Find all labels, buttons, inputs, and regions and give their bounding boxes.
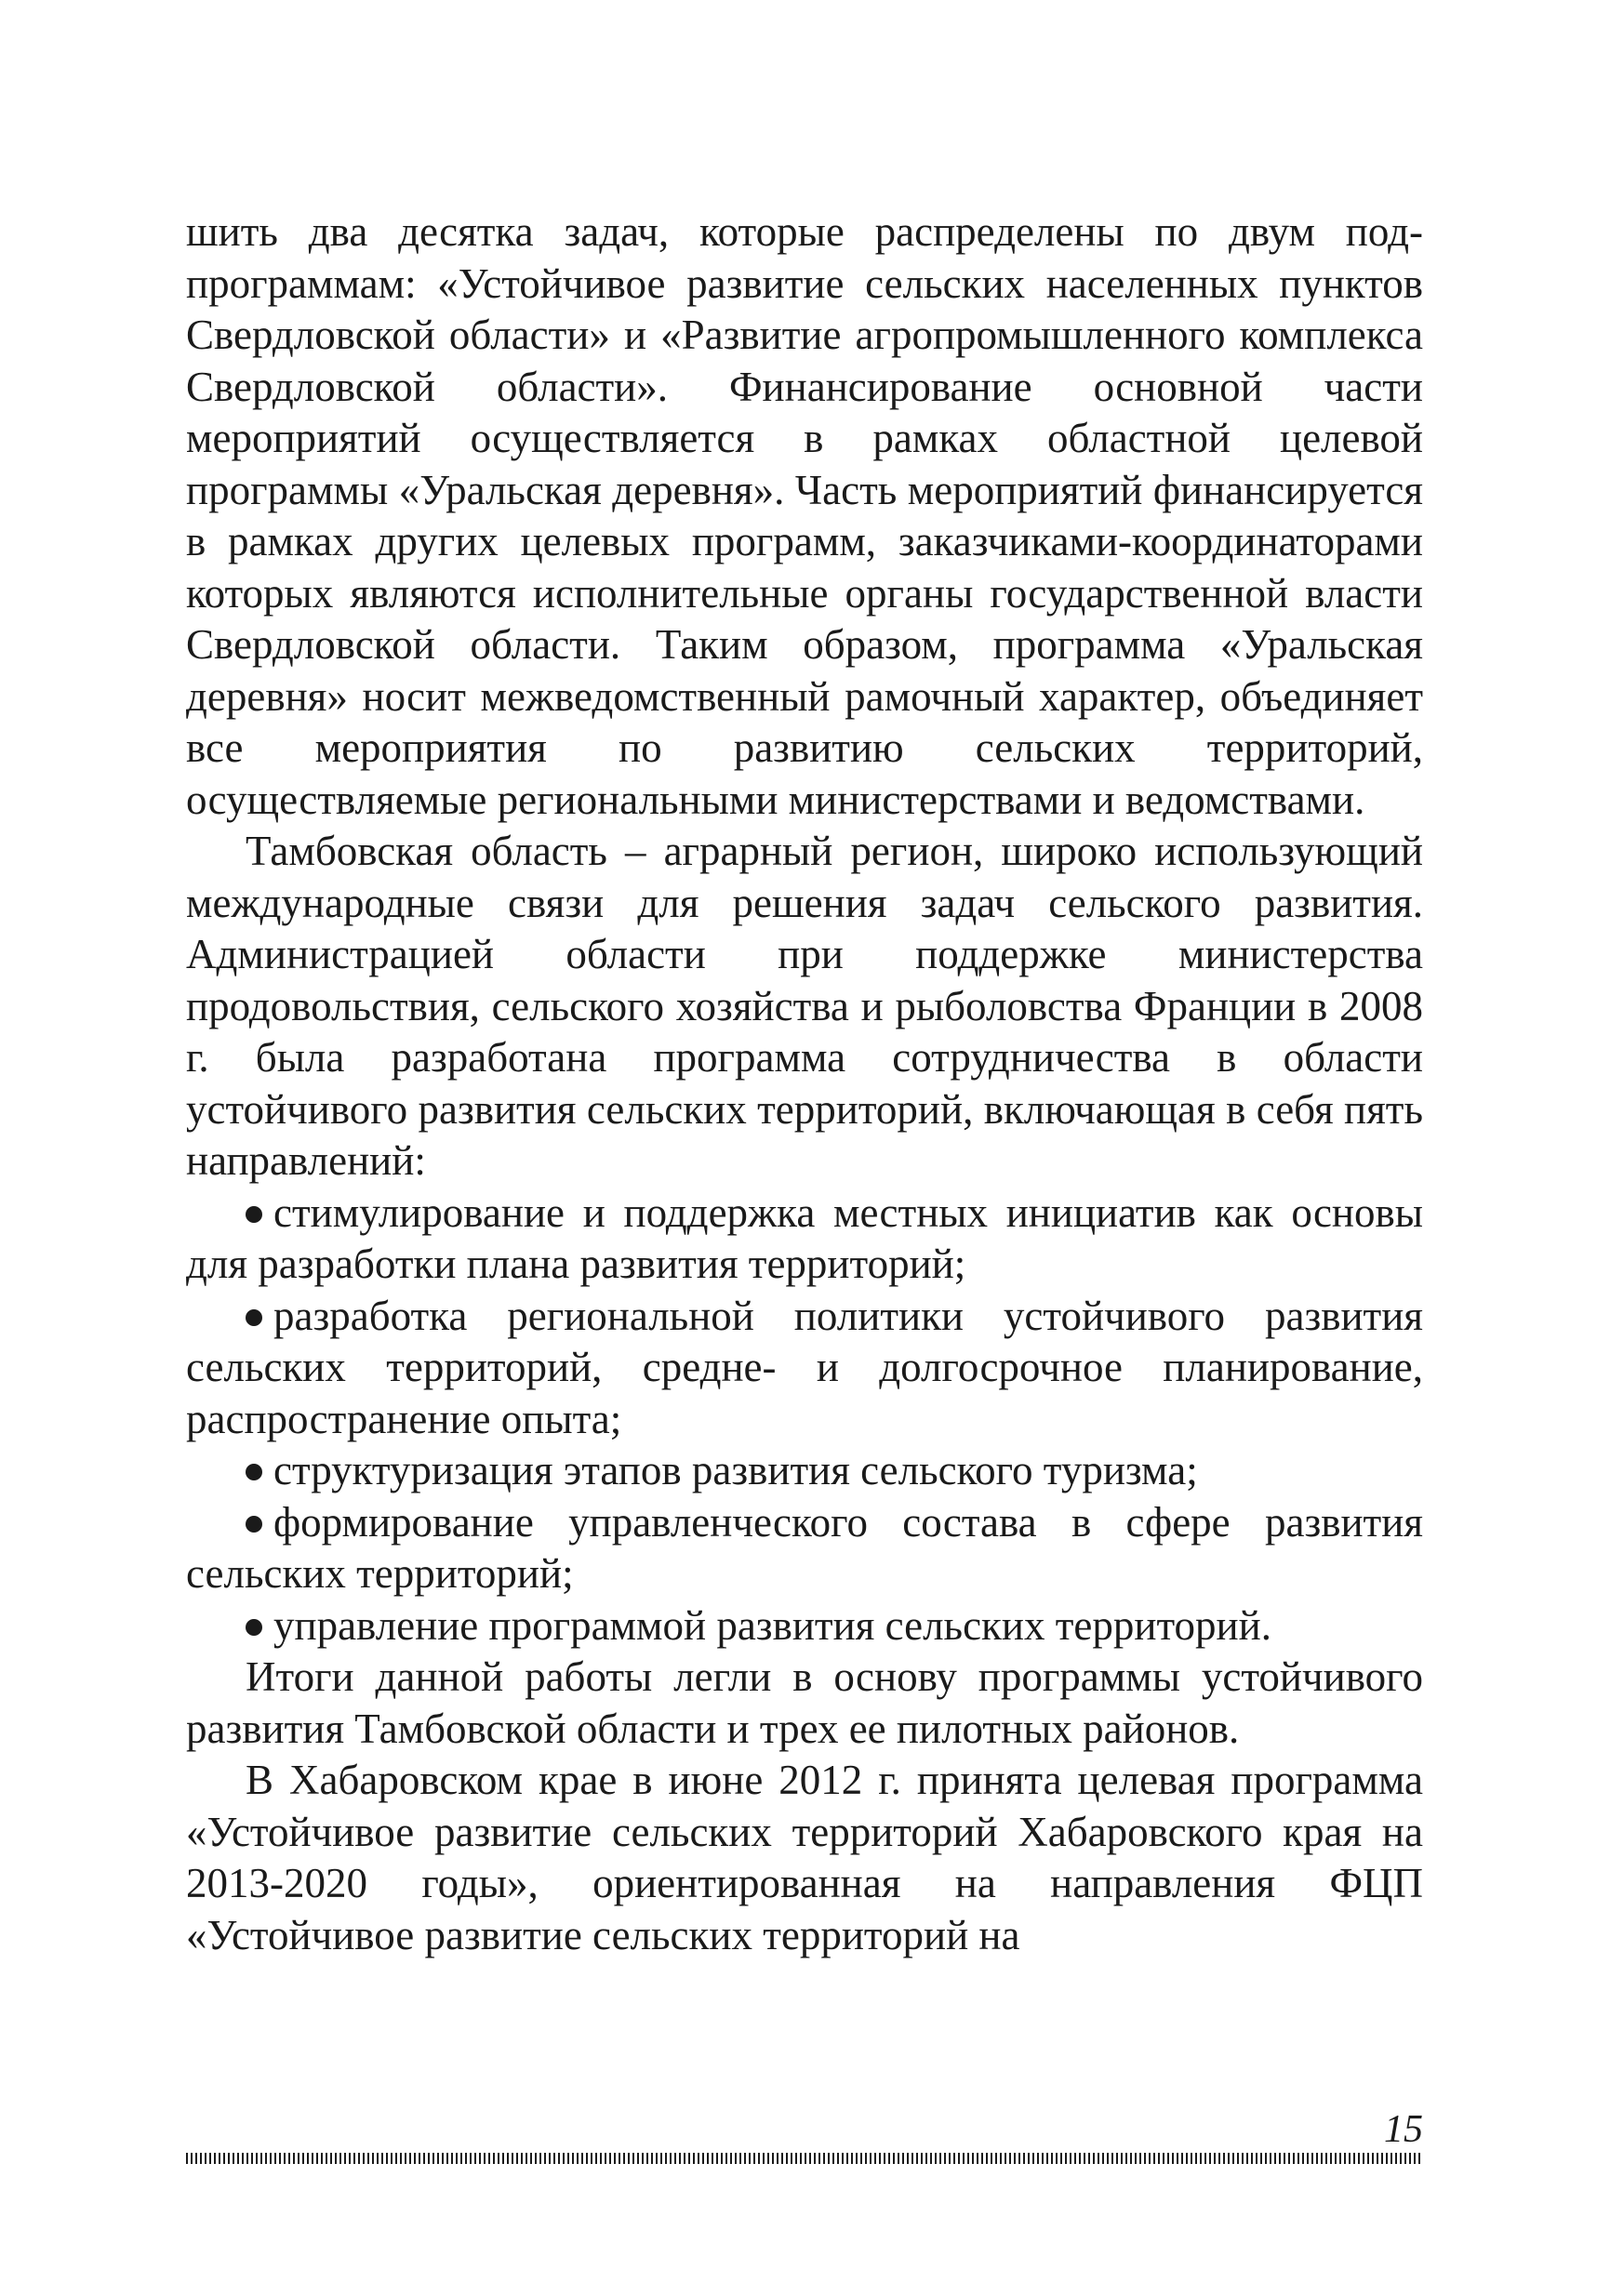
bullet-icon xyxy=(246,1206,262,1223)
footer-hatched-rule xyxy=(186,2153,1423,2164)
bullet-text: разработка региональной политики устойчивого развития сельских территорий, средне- и долгосрочное планирование, распространение опыта; xyxy=(186,1292,1423,1442)
bullet-item xyxy=(186,1291,1423,1446)
bullet-item xyxy=(186,1445,1423,1497)
bullet-item xyxy=(186,1600,1423,1652)
bullet-icon xyxy=(246,1309,262,1326)
bullet-icon xyxy=(246,1464,262,1480)
bullet-text: управление программой развития сельских территорий. xyxy=(273,1601,1271,1649)
paragraph-khabarovsk: В Хабаровском крае в июне 2012 г. принята целевая программа «Устойчивое развитие сельских территорий Хабаровского края на 2013-2020 годы», ориентированная на направления ФЦП «Устойчивое развитие сельских территорий на xyxy=(186,1757,1423,1958)
bullet-icon xyxy=(246,1516,262,1533)
bullet-icon xyxy=(246,1619,262,1636)
paragraph-sverdlovsk: шить два десятка задач, которые распределены по двум подпрограммам: «Устойчивое развитие сельских населенных пунктов Свердловской области» и «Развитие агропромышленного комплекса Свердловской области». Финансирование основной части мероприятий осуществляется в рамках областной целевой программы «Уральская деревня». Часть мероприятий финансируется в рамках других целевых программ, заказчиками-координаторами которых являются исполнительные органы государственной власти Свердловской области. Таким образом, программа «Уральская деревня» носит межведомственный рамочный характер, объединяет все мероприятия по развитию сельских территорий, осуществляемые региональными министерствами и ведомствами. xyxy=(186,208,1423,823)
paragraph-tambov: Тамбовская область – аграрный регион, широко использующий международные связи для решения задач сельского развития. Администрацией области при поддержке министерства продовольствия, сельского хозяйства и рыболовства Франции в 2008 г. была разработана программа сотрудничества в области устойчивого развития сельских территорий, включающая в себя пять направлений: xyxy=(186,828,1423,1184)
bullet-text: формирование управленческого состава в сфере развития сельских территорий; xyxy=(186,1498,1423,1597)
page-number: 15 xyxy=(1384,2108,1423,2151)
bullet-item xyxy=(186,1497,1423,1600)
page-body xyxy=(186,206,1423,1961)
bullet-text: стимулирование и поддержка местных инициатив как основы для разработки плана развития территорий; xyxy=(186,1188,1423,1287)
paragraph-tambov-results: Итоги данной работы легли в основу программы устойчивого развития Тамбовской области и трех ее пилотных районов. xyxy=(186,1653,1423,1752)
bullet-text: структуризация этапов развития сельского туризма; xyxy=(273,1447,1198,1493)
bullet-item xyxy=(186,1188,1423,1291)
